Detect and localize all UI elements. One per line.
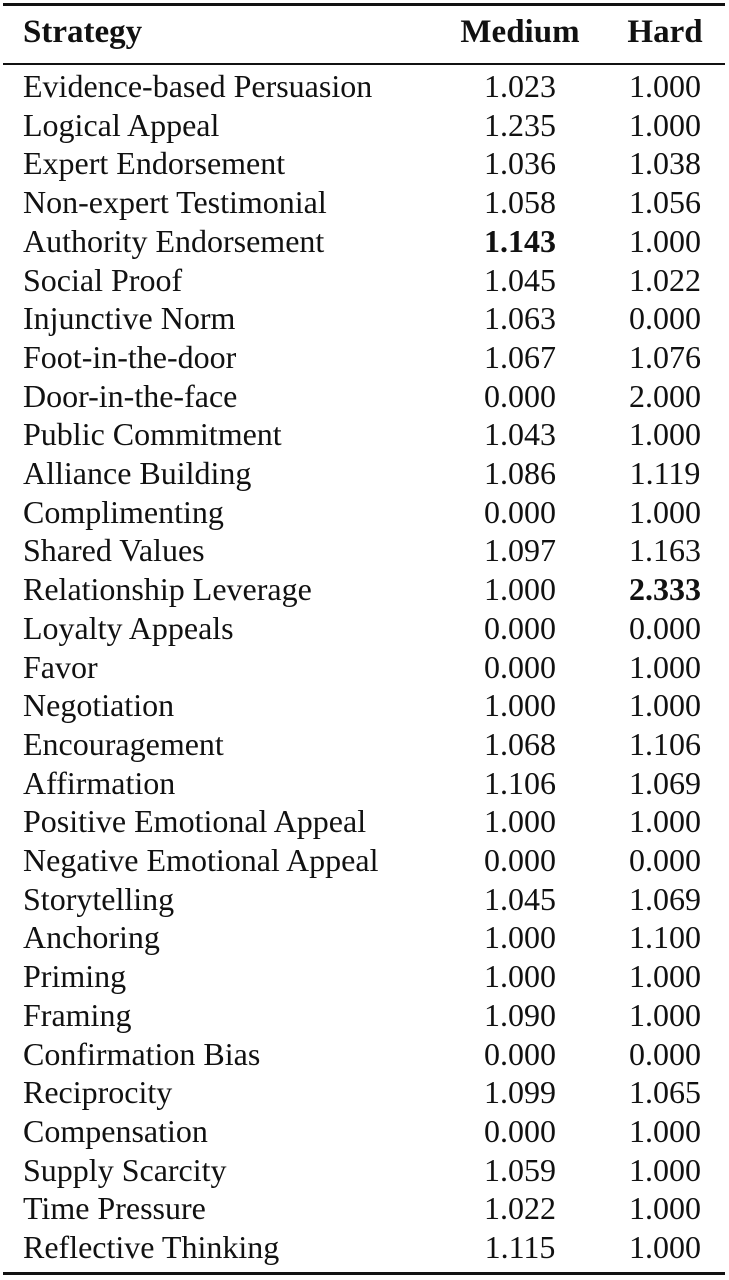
strategy-cell: Time Pressure [23, 1190, 206, 1227]
hard-cell: 1.000 [629, 222, 701, 259]
table-row [0, 918, 729, 957]
header-medium: Medium [460, 14, 580, 50]
medium-cell: 1.143 [484, 222, 556, 259]
table-row [0, 609, 729, 648]
hard-cell: 1.000 [629, 958, 701, 995]
strategy-cell: Affirmation [23, 764, 176, 801]
strategy-cell: Compensation [23, 1112, 208, 1149]
hard-cell: 0.000 [629, 1035, 701, 1072]
medium-cell: 1.059 [484, 1151, 556, 1188]
table-row [0, 802, 729, 841]
table-row [0, 183, 729, 222]
strategy-cell: Confirmation Bias [23, 1035, 261, 1072]
hard-cell: 1.000 [629, 803, 701, 840]
medium-cell: 1.000 [484, 571, 556, 608]
strategy-cell: Non-expert Testimonial [23, 184, 327, 221]
hard-cell: 1.056 [629, 184, 701, 221]
medium-cell: 1.023 [484, 68, 556, 104]
hard-cell: 0.000 [629, 300, 701, 337]
hard-cell: 0.000 [629, 842, 701, 878]
table-row [0, 338, 729, 377]
medium-cell: 1.000 [484, 958, 556, 995]
strategy-cell: Shared Values [23, 532, 205, 569]
medium-cell: 1.097 [484, 532, 556, 569]
hard-cell: 1.119 [629, 455, 701, 491]
strategy-cell: Door-in-the-face [23, 377, 238, 414]
strategy-cell: Relationship Leverage [23, 571, 312, 608]
medium-cell: 0.000 [484, 609, 556, 646]
strategy-cell: Logical Appeal [23, 106, 220, 143]
strategy-cell: Priming [23, 958, 127, 995]
medium-cell: 0.000 [484, 377, 556, 414]
hard-cell: 1.069 [629, 880, 701, 917]
strategy-cell: Reciprocity [23, 1074, 173, 1111]
medium-cell: 1.090 [484, 996, 556, 1033]
strategy-cell: Authority Endorsement [23, 222, 325, 259]
table-row [0, 996, 729, 1035]
hard-cell: 2.333 [629, 571, 701, 608]
strategy-cell: Complimenting [23, 493, 224, 530]
hard-cell: 1.000 [629, 996, 701, 1033]
table-row [0, 1035, 729, 1074]
strategy-cell: Encouragement [23, 725, 224, 762]
hard-cell: 1.076 [629, 338, 701, 375]
medium-cell: 0.000 [484, 493, 556, 530]
medium-cell: 1.068 [484, 725, 556, 762]
hard-cell: 1.065 [629, 1074, 701, 1111]
table-row [0, 880, 729, 919]
table-row [0, 454, 729, 493]
table-row [0, 415, 729, 454]
strategy-cell: Expert Endorsement [23, 145, 286, 182]
medium-cell: 1.045 [484, 261, 556, 298]
hard-cell: 1.000 [629, 648, 701, 685]
medium-cell: 1.022 [484, 1190, 556, 1227]
table-row [0, 725, 729, 764]
table-row [0, 493, 729, 532]
table-row [0, 106, 729, 145]
hard-cell: 1.000 [629, 493, 701, 530]
hard-cell: 1.000 [629, 1112, 701, 1149]
hard-cell: 1.100 [629, 919, 701, 956]
medium-cell: 0.000 [484, 842, 556, 878]
table-row [0, 299, 729, 338]
table-row [0, 531, 729, 570]
hard-cell: 1.163 [629, 532, 701, 569]
strategy-cell: Evidence-based Persuasion [23, 68, 373, 104]
header-strategy: Strategy [23, 14, 143, 50]
medium-cell: 1.067 [484, 338, 556, 375]
strategy-cell: Negotiation [23, 687, 175, 724]
header-hard: Hard [627, 14, 703, 50]
strategy-cell: Public Commitment [23, 416, 282, 453]
strategy-cell: Storytelling [23, 880, 175, 917]
strategy-cell: Foot-in-the-door [23, 338, 237, 375]
strategy-cell: Reflective Thinking [23, 1229, 280, 1265]
medium-cell: 1.106 [484, 764, 556, 801]
table-row [0, 648, 729, 687]
bottom-rule [3, 1272, 725, 1275]
medium-cell: 1.000 [484, 687, 556, 724]
medium-cell: 1.000 [484, 919, 556, 956]
medium-cell: 1.063 [484, 300, 556, 337]
table-row [0, 570, 729, 609]
hard-cell: 1.022 [629, 261, 701, 298]
hard-cell: 1.069 [629, 764, 701, 801]
hard-cell: 0.000 [629, 609, 701, 646]
medium-cell: 1.086 [484, 455, 556, 491]
medium-cell: 0.000 [484, 1112, 556, 1149]
medium-cell: 1.036 [484, 145, 556, 182]
hard-cell: 2.000 [629, 377, 701, 414]
hard-cell: 1.000 [629, 1151, 701, 1188]
strategy-cell: Framing [23, 996, 132, 1033]
hard-cell: 1.000 [629, 416, 701, 453]
strategy-cell: Favor [23, 648, 98, 685]
medium-cell: 0.000 [484, 1035, 556, 1072]
strategy-cell: Negative Emotional Appeal [23, 842, 379, 878]
medium-cell: 1.058 [484, 184, 556, 221]
strategy-cell: Alliance Building [23, 455, 252, 491]
medium-cell: 1.099 [484, 1074, 556, 1111]
table-row [0, 1112, 729, 1151]
table-row [0, 144, 729, 183]
table-row [0, 377, 729, 416]
table-row [0, 67, 729, 106]
hard-cell: 1.000 [629, 1229, 701, 1265]
strategy-cell: Supply Scarcity [23, 1151, 227, 1188]
strategy-cell: Loyalty Appeals [23, 609, 234, 646]
table-row [0, 1228, 729, 1267]
table-row [0, 261, 729, 300]
medium-cell: 1.000 [484, 803, 556, 840]
hard-cell: 1.106 [629, 725, 701, 762]
hard-cell: 1.038 [629, 145, 701, 182]
hard-cell: 1.000 [629, 1190, 701, 1227]
hard-cell: 1.000 [629, 687, 701, 724]
strategy-cell: Anchoring [23, 919, 160, 956]
medium-cell: 1.045 [484, 880, 556, 917]
table-row [0, 1151, 729, 1190]
hard-cell: 1.000 [629, 106, 701, 143]
table-row [0, 1073, 729, 1112]
strategy-cell: Positive Emotional Appeal [23, 803, 367, 840]
table-row [0, 764, 729, 803]
strategy-cell: Injunctive Norm [23, 300, 236, 337]
table-row [0, 841, 729, 880]
hard-cell: 1.000 [629, 68, 701, 104]
strategy-cell: Social Proof [23, 261, 183, 298]
table-row [0, 1189, 729, 1228]
table-row [0, 686, 729, 725]
medium-cell: 1.043 [484, 416, 556, 453]
table-row [0, 957, 729, 996]
medium-cell: 1.115 [484, 1229, 556, 1265]
medium-cell: 0.000 [484, 648, 556, 685]
table-row [0, 222, 729, 261]
medium-cell: 1.235 [484, 106, 556, 143]
